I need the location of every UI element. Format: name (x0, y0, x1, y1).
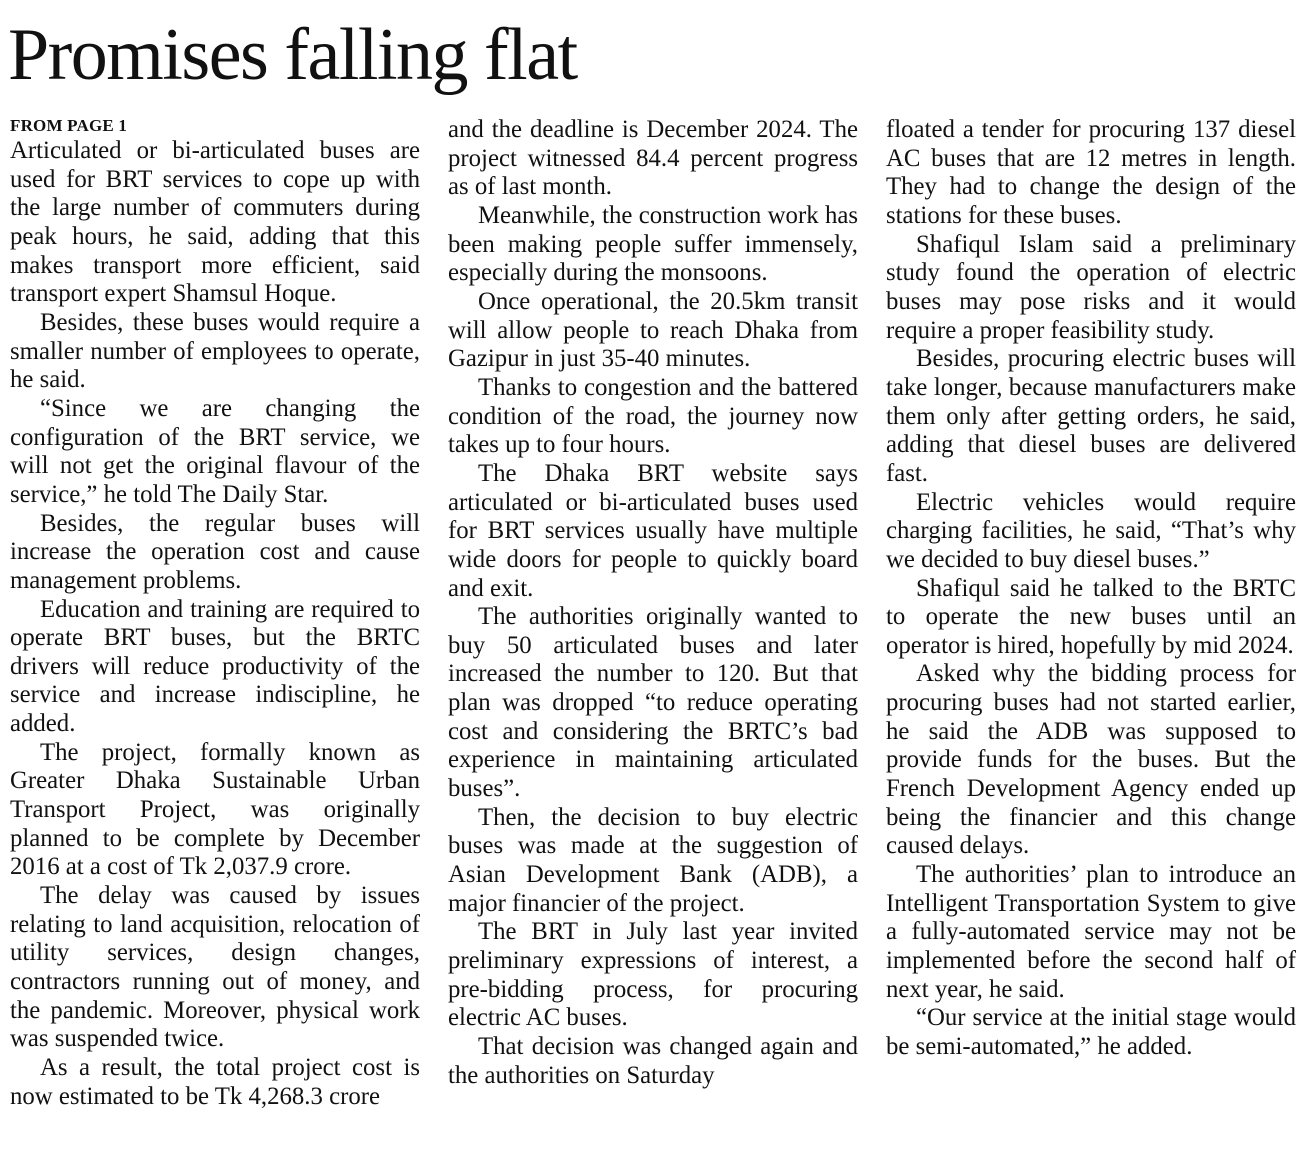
paragraph: That decision was changed again and the authorities on Saturday (448, 1033, 858, 1089)
jump-line: FROM PAGE 1 (10, 116, 128, 135)
paragraph: Shafiqul Islam said a preliminary study found the operation of electric buses may pose risks and it would require a proper feasibility study. (886, 230, 1296, 344)
paragraph: “Our service at the initial stage would be semi-automated,” he added. (886, 1004, 1296, 1060)
paragraph: Meanwhile, the construction work has been making people suffer immensely, especially during the monsoons. (448, 201, 858, 287)
paragraph: Besides, these buses would require a smaller number of employees to operate, he said. (10, 308, 420, 394)
paragraph: Then, the decision to buy electric buses was made at the suggestion of Asian Development Bank (ADB), a major financier of the project. (448, 803, 858, 917)
paragraph: Electric vehicles would require charging facilities, he said, “That’s why we decided to buy diesel buses.” (886, 488, 1296, 573)
paragraph: The Dhaka BRT website says articulated or bi-articulated buses used for BRT services usually have multiple wide doors for people to quickly board and exit. (448, 459, 858, 602)
paragraph: Asked why the bidding process for procuring buses had not started earlier, he said the ADB was supposed to provide funds for the buses. But the French Development Agency ended up being the financier and this change caused delays. (886, 660, 1296, 860)
paragraph: floated a tender for procuring 137 diesel AC buses that are 12 metres in length. They had to change the design of the stations for these buses. (886, 116, 1296, 229)
article-column-1 (10, 116, 420, 1111)
paragraph: Thanks to congestion and the battered condition of the road, the journey now takes up to four hours. (448, 373, 858, 459)
paragraph: Besides, procuring electric buses will take longer, because manufacturers make them only after getting orders, he said, adding that diesel buses are delivered fast. (886, 345, 1296, 487)
paragraph: and the deadline is December 2024. The project witnessed 84.4 percent progress as of last month. (448, 116, 858, 201)
headline: Promises falling flat (8, 14, 577, 96)
paragraph: The authorities originally wanted to buy 50 articulated buses and later increased the number to 120. But that plan was dropped “to reduce operating cost and considering the BRTC’s bad experience in maintaining articulated buses”. (448, 603, 858, 803)
article-column-2 (448, 116, 858, 1090)
paragraph: Shafiqul said he talked to the BRTC to operate the new buses until an operator is hired, hopefully by mid 2024. (886, 574, 1296, 659)
paragraph: The delay was caused by issues relating to land acquisition, relocation of utility services, design changes, contractors running out of money, and the pandemic. Moreover, physical work was suspended twice. (10, 882, 420, 1053)
paragraph: The authorities’ plan to introduce an Intelligent Transportation System to give a fully-automated service may not be implemented before the second half of next year, he said. (886, 861, 1296, 1003)
paragraph: As a result, the total project cost is now estimated to be Tk 4,268.3 crore (10, 1054, 420, 1110)
paragraph: “Since we are changing the configuration of the BRT service, we will not get the original flavour of the service,” he told The Daily Star. (10, 394, 420, 508)
paragraph: The project, formally known as Greater Dhaka Sustainable Urban Transport Project, was originally planned to be complete by December 2016 at a cost of Tk 2,037.9 crore. (10, 738, 420, 881)
paragraph: Once operational, the 20.5km transit will allow people to reach Dhaka from Gazipur in just 35-40 minutes. (448, 287, 858, 373)
article-column-3 (886, 116, 1296, 1062)
paragraph: Education and training are required to operate BRT buses, but the BRTC drivers will reduce productivity of the service and increase indiscipline, he added. (10, 595, 420, 738)
paragraph: The BRT in July last year invited preliminary expressions of interest, a pre-bidding process, for procuring electric AC buses. (448, 918, 858, 1032)
paragraph: Articulated or bi-articulated buses are used for BRT services to cope up with the large number of commuters during peak hours, he said, adding that this makes transport more efficient, said transport expert Shamsul Hoque. (10, 137, 420, 308)
paragraph: Besides, the regular buses will increase the operation cost and cause management problems. (10, 509, 420, 594)
